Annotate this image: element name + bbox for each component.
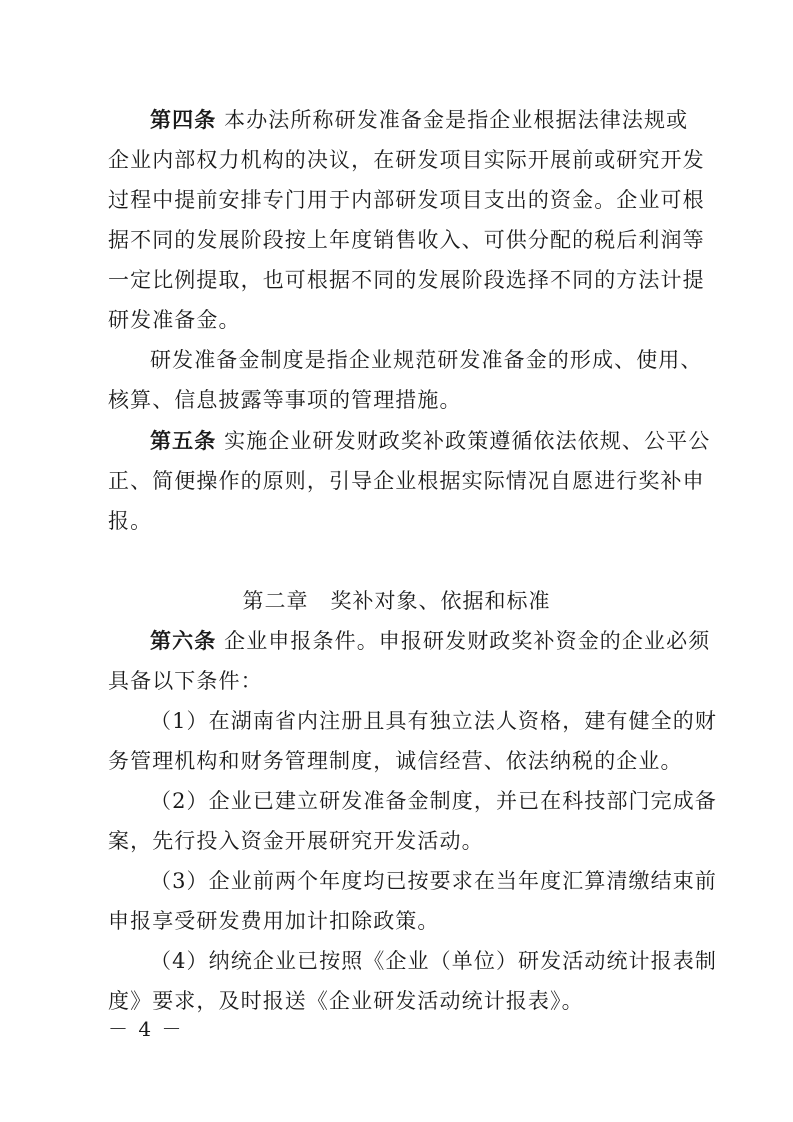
condition-4-line-2: 度》要求，及时报送《企业研发活动统计报表》。 <box>108 989 584 1013</box>
page-number: － 4 － <box>108 1017 184 1041</box>
article5-label: 第五条 <box>150 429 217 453</box>
article5-line-3: 报。 <box>108 509 153 533</box>
article4-line-3: 过程中提前安排专门用于内部研发项目支出的资金。企业可根 <box>108 188 705 212</box>
article4-line-5: 一定比例提取，也可根据不同的发展阶段选择不同的方法计提 <box>108 268 705 292</box>
article4-line-1: 第四条 本办法所称研发准备金是指企业根据法律法规或 <box>150 108 689 132</box>
condition-2-line-2: 案，先行投入资金开展研究开发活动。 <box>108 829 484 853</box>
condition-1-line-1: （1）在湖南省内注册且具有独立法人资格，建有健全的财 <box>150 709 717 733</box>
article4-line-2: 企业内部权力机构的决议，在研发项目实际开展前或研究开发 <box>108 148 705 172</box>
article6-label: 第六条 <box>150 629 217 653</box>
reserve-definition-line-1: 研发准备金制度是指企业规范研发准备金的形成、使用、 <box>150 348 703 372</box>
condition-1-line-2: 务管理机构和财务管理制度，诚信经营、依法纳税的企业。 <box>108 749 683 773</box>
condition-2-line-1: （2）企业已建立研发准备金制度，并已在科技部门完成备 <box>150 789 717 813</box>
article4-line-4: 据不同的发展阶段按上年度销售收入、可供分配的税后利润等 <box>108 228 705 252</box>
condition-3-line-1: （3）企业前两个年度均已按要求在当年度汇算清缴结束前 <box>150 869 717 893</box>
article4-label: 第四条 <box>150 108 217 132</box>
article6-line-1: 第六条 企业申报条件。申报研发财政奖补资金的企业必须 <box>150 629 711 653</box>
condition-3-line-2: 申报享受研发费用加计扣除政策。 <box>108 909 440 933</box>
condition-4-line-1: （4）纳统企业已按照《企业（单位）研发活动统计报表制 <box>150 949 717 973</box>
article4-line-6: 研发准备金。 <box>108 308 241 332</box>
article6-line-2: 具备以下条件： <box>108 669 263 693</box>
article5-line-1: 第五条 实施企业研发财政奖补政策遵循依法依规、公平公 <box>150 429 711 453</box>
article5-line-2: 正、简便操作的原则，引导企业根据实际情况自愿进行奖补申 <box>108 469 705 493</box>
chapter-heading: 第二章 奖补对象、依据和标准 <box>242 589 551 613</box>
reserve-definition-line-2: 核算、信息披露等事项的管理措施。 <box>108 388 462 412</box>
